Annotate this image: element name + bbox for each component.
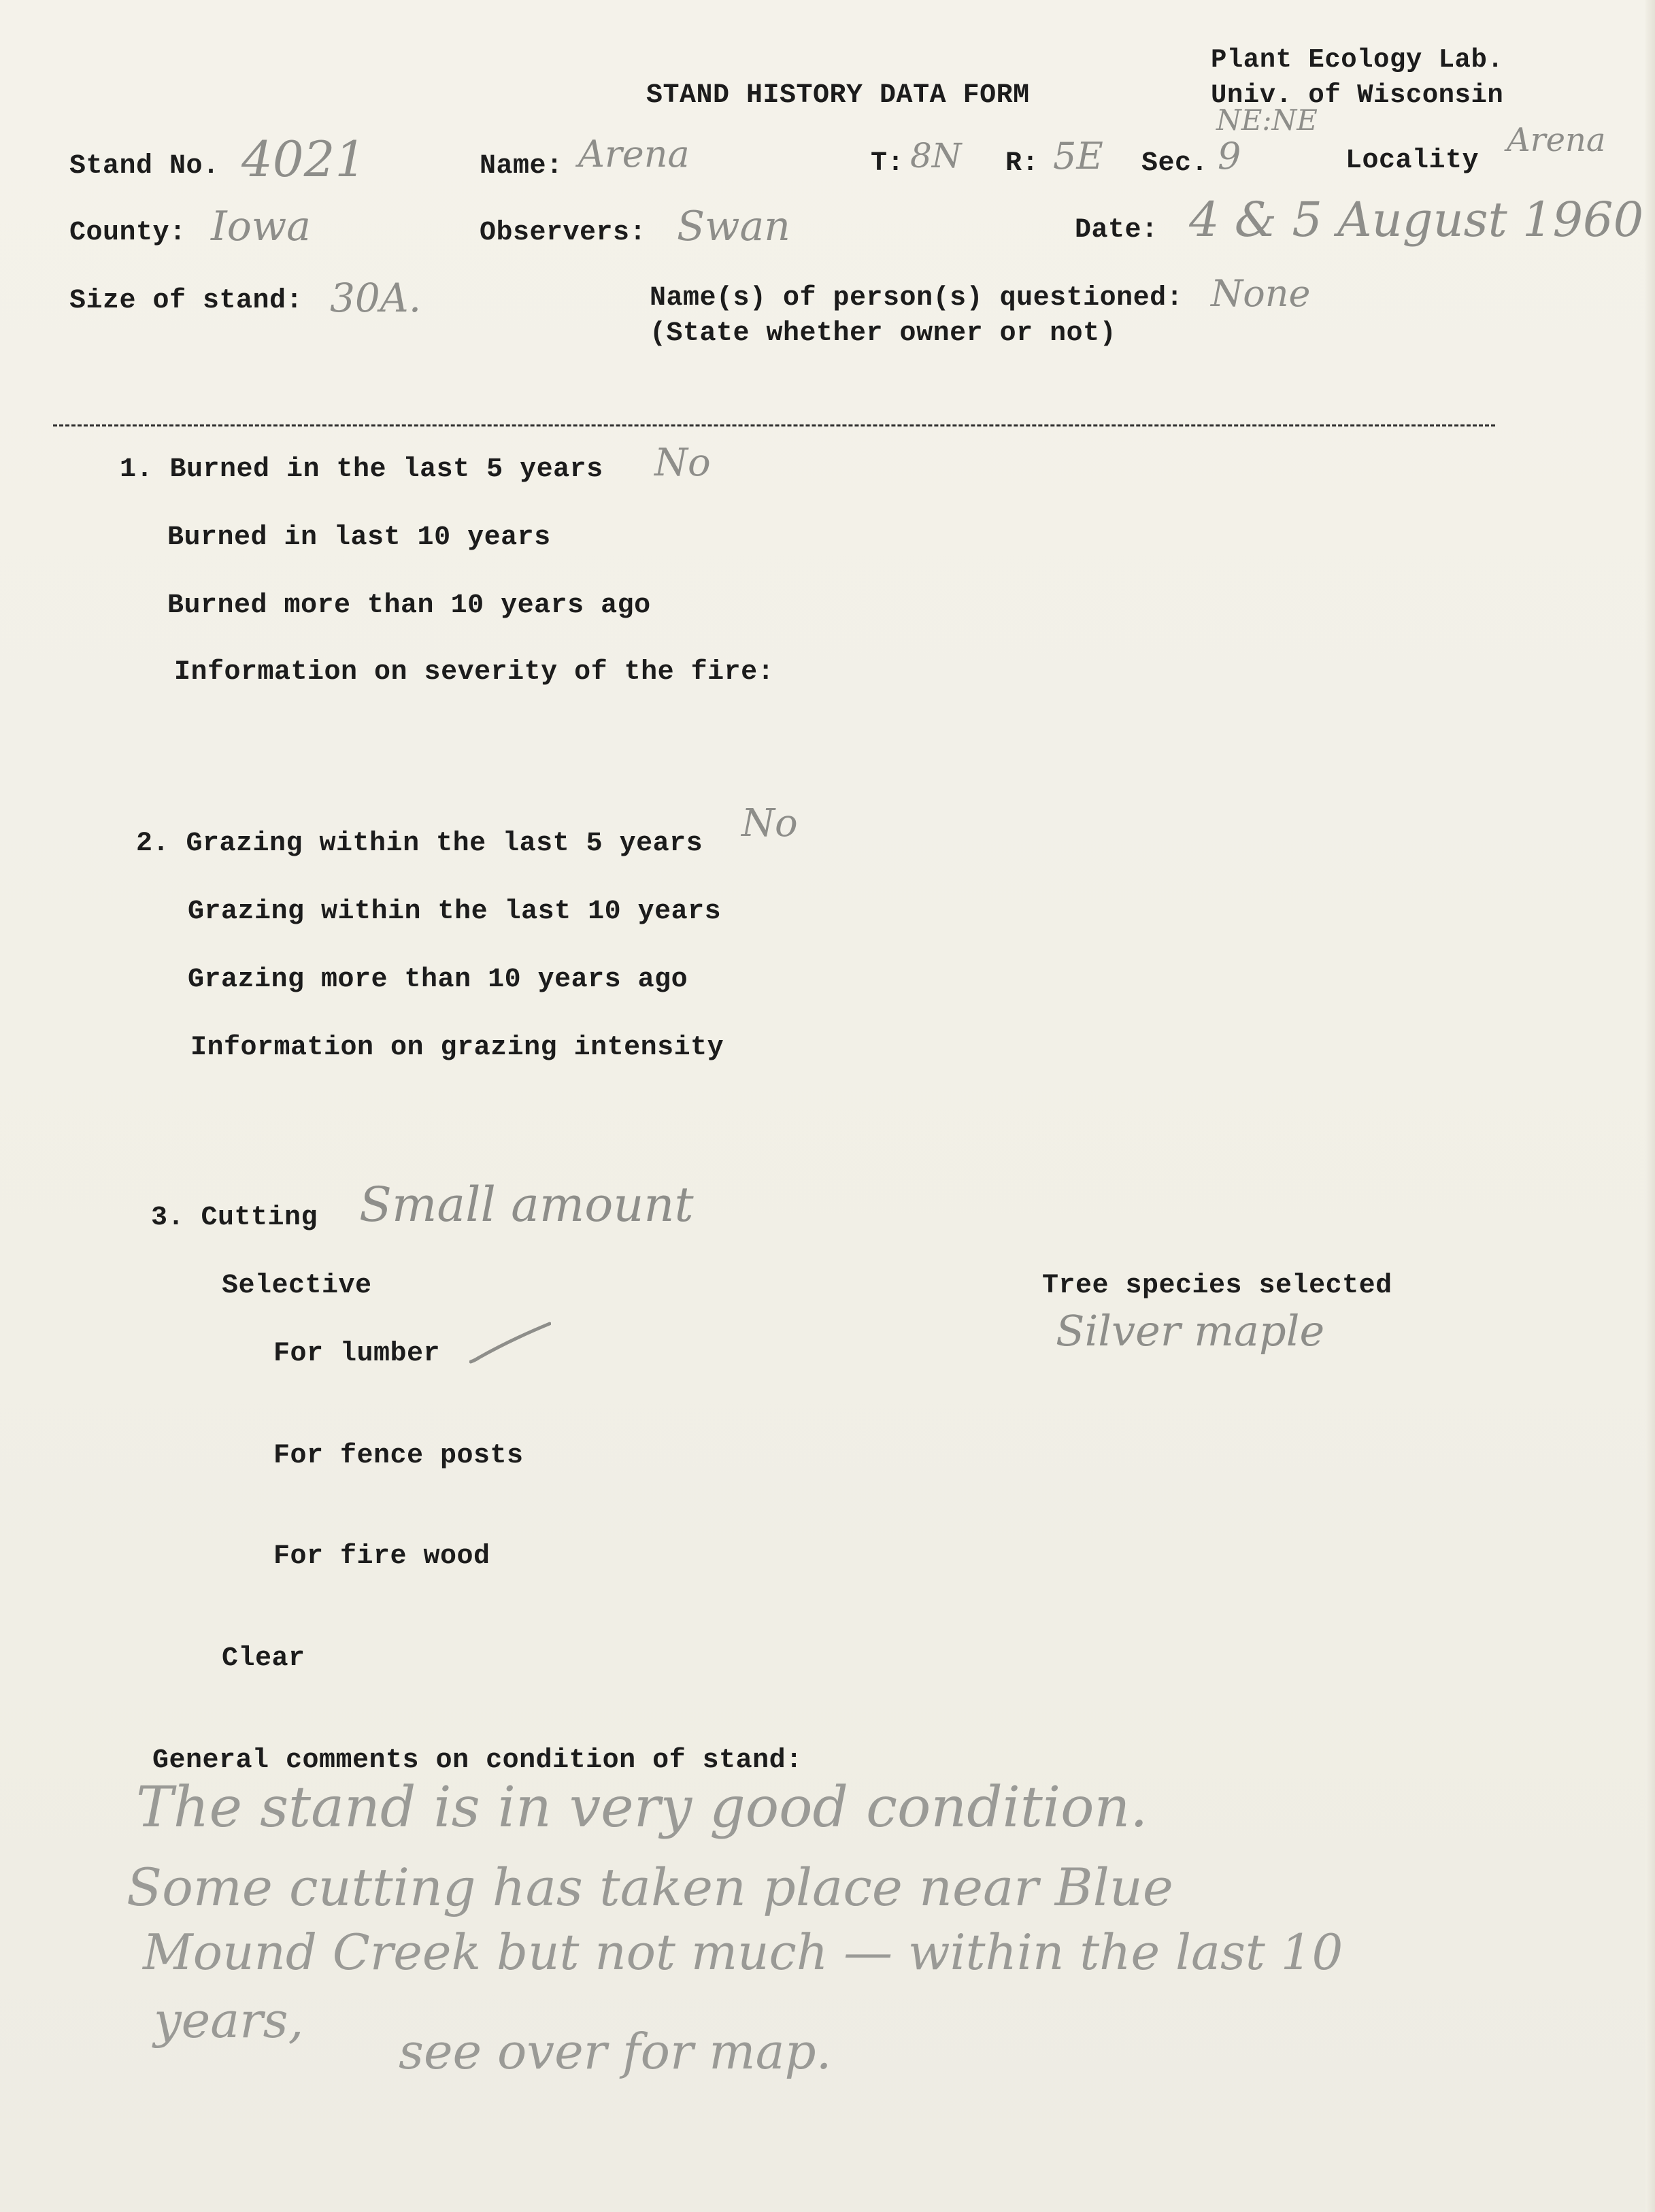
fire-severity: Information on severity of the fire:: [174, 657, 775, 688]
observers-label: Observers:: [480, 218, 647, 248]
size-label: Size of stand:: [69, 286, 303, 316]
grazing-5-years: 2. Grazing within the last 5 years: [136, 828, 703, 859]
section-value: 9: [1218, 135, 1241, 178]
comments-label: General comments on condition of stand:: [152, 1745, 803, 1776]
name-label: Name:: [480, 151, 563, 182]
township-label: T:: [871, 148, 905, 179]
form-title: STAND HISTORY DATA FORM: [646, 80, 1030, 111]
university-name: Univ. of Wisconsin: [1211, 80, 1504, 110]
county-value: Iowa: [211, 203, 311, 250]
burned-over-10-years: Burned more than 10 years ago: [167, 590, 651, 621]
date-value: 4 & 5 August 1960: [1189, 192, 1644, 248]
comment-line-3: Mound Creek but not much — within the last 10: [143, 1924, 1343, 1981]
observers-value: Swan: [677, 203, 790, 250]
clear-label: Clear: [222, 1643, 305, 1674]
paper-edge: [1645, 0, 1655, 2212]
questioned-label: Name(s) of person(s) questioned:: [650, 283, 1184, 314]
tree-species-label: Tree species selected: [1042, 1271, 1392, 1301]
comment-line-4: years,: [154, 1992, 304, 2049]
range-value: 5E: [1053, 135, 1103, 178]
questioned-note: (State whether owner or not): [650, 318, 1117, 349]
cutting-answer: Small amount: [359, 1177, 694, 1233]
grazing-10-years: Grazing within the last 10 years: [188, 896, 722, 927]
name-value: Arena: [578, 133, 690, 175]
size-value: 30A.: [330, 275, 422, 321]
locality-label: Locality: [1345, 146, 1480, 176]
separator-rule: [53, 424, 1495, 426]
grazing-over-10-years: Grazing more than 10 years ago: [188, 965, 688, 995]
tree-species-value: Silver maple: [1056, 1306, 1325, 1356]
grazing-5-years-answer: No: [741, 801, 798, 845]
cutting-label: 3. Cutting: [151, 1203, 318, 1233]
burned-5-years: 1. Burned in the last 5 years: [120, 454, 603, 485]
section-quarter: NE:NE: [1216, 103, 1318, 137]
section-label: Sec.: [1141, 148, 1209, 179]
questioned-value: None: [1211, 272, 1311, 315]
county-label: County:: [69, 218, 186, 248]
lab-name: Plant Ecology Lab.: [1211, 45, 1504, 75]
lumber-checkmark-icon: [469, 1320, 551, 1367]
comment-line-2: Some cutting has taken place near Blue: [127, 1857, 1173, 1917]
township-value: 8N: [910, 136, 962, 175]
for-lumber: For lumber: [273, 1339, 441, 1369]
range-label: R:: [1005, 148, 1039, 179]
burned-10-years: Burned in last 10 years: [167, 522, 551, 553]
locality-value: Arena: [1507, 121, 1606, 159]
for-fire-wood: For fire wood: [273, 1541, 490, 1572]
date-label: Date:: [1075, 215, 1158, 246]
comment-line-5: see over for map.: [399, 2023, 832, 2080]
comment-line-1: The stand is in very good condition.: [136, 1775, 1148, 1840]
for-fence-posts: For fence posts: [273, 1441, 524, 1471]
stand-no-label: Stand No.: [69, 151, 220, 182]
selective-label: Selective: [222, 1271, 372, 1301]
burned-5-years-answer: No: [654, 441, 711, 485]
stand-no-value: 4021: [241, 131, 367, 188]
grazing-intensity: Information on grazing intensity: [190, 1033, 724, 1063]
